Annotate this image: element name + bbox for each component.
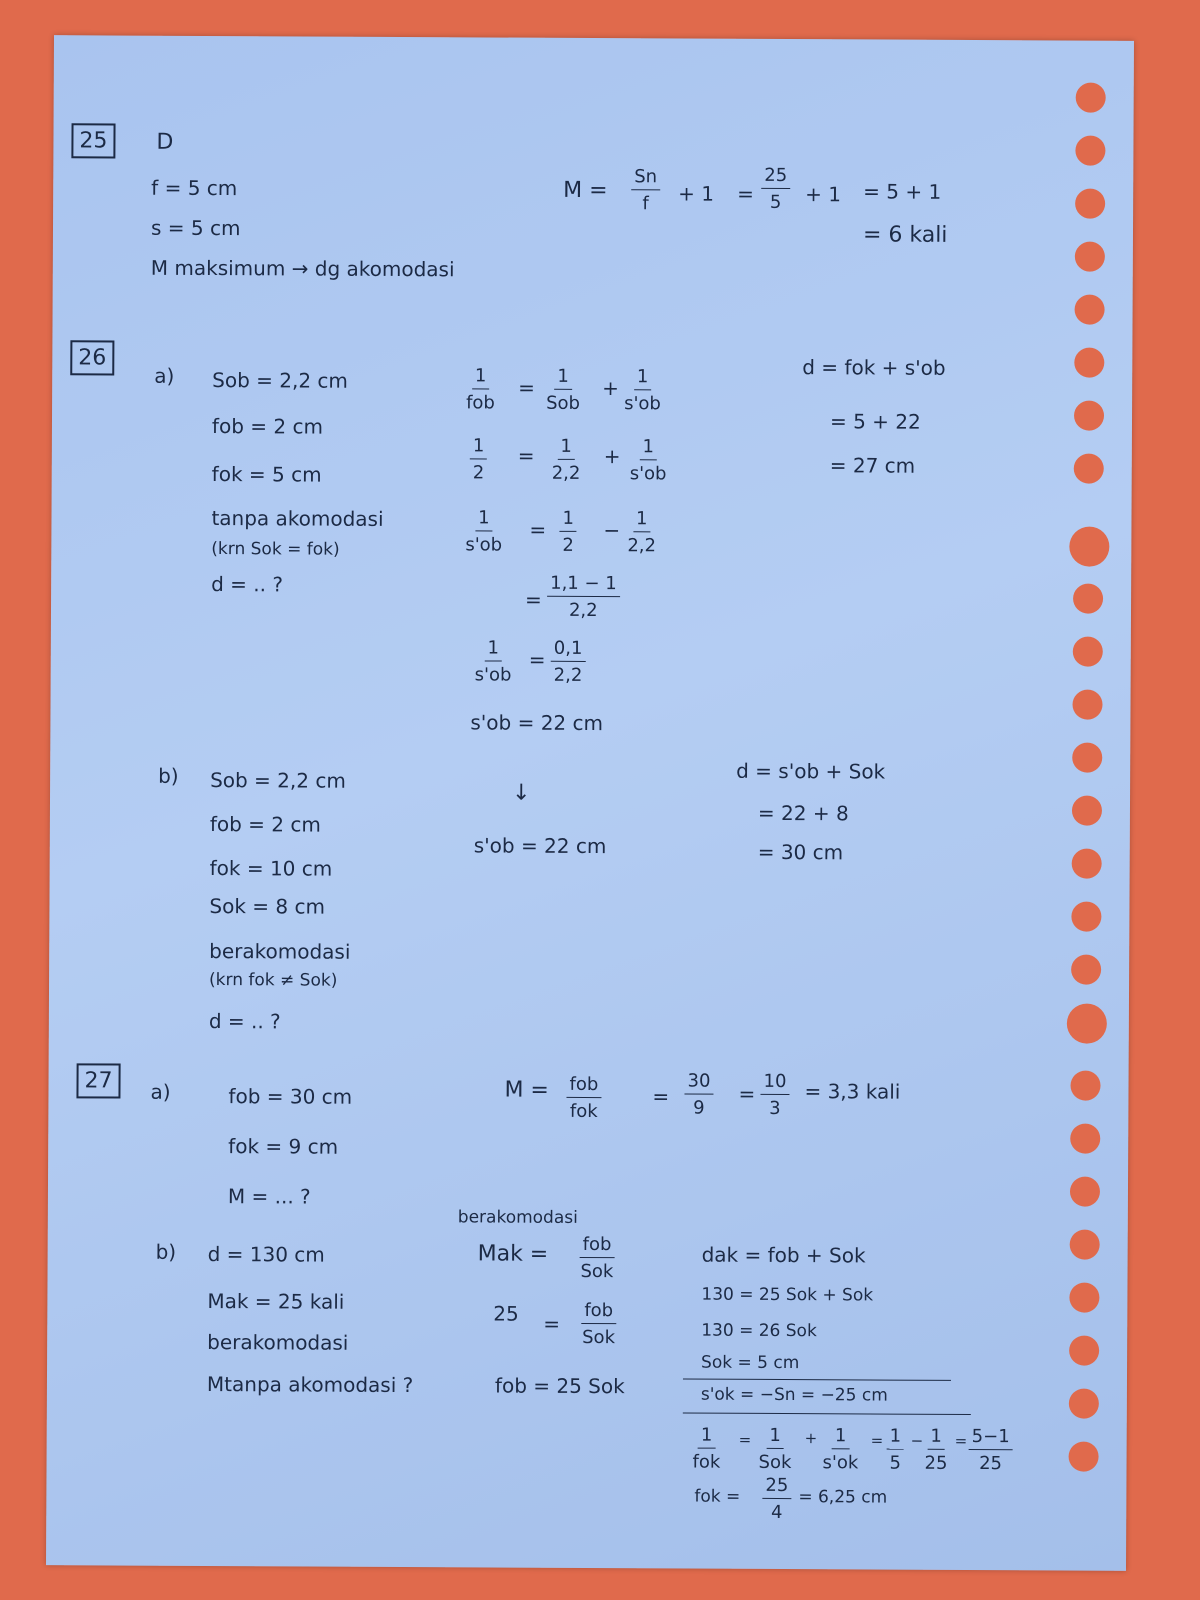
binder-hole <box>1071 902 1101 932</box>
binder-hole <box>1069 527 1109 567</box>
given-line: Mtanpa akomodasi ? <box>206 1372 414 1398</box>
binder-hole <box>1076 83 1106 113</box>
operator: = <box>954 1431 968 1450</box>
equals-sign: = <box>738 1081 756 1106</box>
fraction: $\frac{1}{s'ob}$ <box>624 366 661 415</box>
divider-line <box>683 1378 951 1380</box>
given-line: fok = 10 cm <box>209 856 333 881</box>
fraction-fob-over-sok: fob Sok <box>580 1233 614 1283</box>
tube-length-step: = 5 + 22 <box>829 409 921 434</box>
fraction: $\frac{1}{2}$ <box>559 508 577 556</box>
fob-relation: fob = 25 Sok <box>494 1373 625 1399</box>
binder-hole <box>1075 189 1105 219</box>
binder-hole <box>1071 955 1101 985</box>
given-line: berakomodasi <box>207 1330 349 1355</box>
given-line: fob = 30 cm <box>228 1084 353 1109</box>
fraction-25-over-4: $\frac{25}{4}$ <box>762 1475 791 1523</box>
magnification-result: = 3,3 kali <box>804 1079 901 1104</box>
fraction: $\frac{1}{5}$ <box>886 1426 904 1474</box>
tube-length-formula: d = s'ob + Sok <box>736 758 886 784</box>
operator: + <box>602 376 620 401</box>
binder-hole <box>1075 242 1105 272</box>
working-line: Sok = 5 cm <box>701 1352 800 1374</box>
binder-hole <box>1074 454 1104 484</box>
fraction: 1 Sob <box>546 365 581 414</box>
given-line: Sok = 8 cm <box>209 894 326 919</box>
fraction-10-over-3: $\frac{10}{3}$ <box>760 1071 789 1119</box>
plus-one: + 1 <box>805 182 842 207</box>
binder-hole <box>1070 1124 1100 1154</box>
fraction-30-over-9: $\frac{30}{9}$ <box>684 1070 713 1118</box>
image-distance-result: s'ob = 22 cm <box>470 710 604 736</box>
binder-hole <box>1072 849 1102 879</box>
given-line: d = 130 cm <box>207 1242 325 1267</box>
given-line: fok = 5 cm <box>211 462 322 487</box>
condition-text: M maksimum → dg akomodasi <box>150 255 455 282</box>
tube-length-step: = 22 + 8 <box>757 800 849 826</box>
magnification-label: M = <box>563 177 608 204</box>
operator: = <box>518 375 536 400</box>
given-line: (krn Sok = fok) <box>211 539 340 560</box>
question-number-27: 27 <box>76 1063 120 1098</box>
operator: = <box>529 517 547 542</box>
part-label-a: a) <box>154 363 175 388</box>
divider-line <box>683 1412 971 1415</box>
given-near-point: s = 5 cm <box>150 215 241 241</box>
binder-hole <box>1069 1389 1099 1419</box>
binder-hole <box>1069 1336 1099 1366</box>
operator: = <box>517 443 535 468</box>
binder-hole <box>1074 348 1104 378</box>
value-25: 25 <box>493 1301 519 1326</box>
given-line: Sob = 2,2 cm <box>210 768 346 793</box>
fraction: $\frac{1}{2,2}$ <box>627 508 657 557</box>
given-line: tanpa akomodasi <box>211 506 384 531</box>
tube-length-result: = 27 cm <box>829 453 916 478</box>
binder-hole <box>1073 584 1103 614</box>
binder-hole <box>1069 1442 1099 1472</box>
given-line: fob = 2 cm <box>211 414 324 439</box>
magnification-label: Mak = <box>477 1241 549 1267</box>
given-focal-length: f = 5 cm <box>151 175 238 201</box>
fraction: $\frac{1}{s'ob}$ <box>629 436 667 485</box>
equals-sign: = <box>652 1084 670 1109</box>
down-arrow-icon: ↓ <box>511 780 531 806</box>
fraction: $\frac{5-1}{25}$ <box>968 1426 1012 1474</box>
operator: + <box>603 444 621 469</box>
binder-hole <box>1070 1230 1100 1260</box>
binder-hole <box>1067 1004 1107 1044</box>
fraction: $\frac{1}{s'ob}$ <box>465 507 503 556</box>
fraction: $\frac{1}{2}$ <box>470 435 488 483</box>
operator: = <box>528 647 546 672</box>
fraction: 1 fob <box>466 365 495 414</box>
fok-result: = 6,25 cm <box>798 1487 888 1508</box>
operator: − <box>910 1431 924 1450</box>
question-number-26: 26 <box>70 340 114 375</box>
binder-hole <box>1070 1071 1100 1101</box>
question-number-25: 25 <box>71 123 115 158</box>
plus-one: + 1 <box>678 181 715 206</box>
magnification-label: M = <box>504 1077 549 1103</box>
given-line: M = ... ? <box>227 1184 311 1209</box>
operator: = <box>738 1430 752 1449</box>
fraction-sn-over-f: $\frac{Sn}{f}$ <box>631 166 660 214</box>
tube-length-result: = 30 cm <box>757 839 844 865</box>
given-line: fob = 2 cm <box>209 812 321 837</box>
fraction: $\frac{1}{2,2}$ <box>551 435 581 484</box>
note-berakomodasi: berakomodasi <box>457 1207 578 1228</box>
fraction-fob-over-fok: fob fok <box>566 1074 601 1122</box>
working-line: s'ok = −Sn = −25 cm <box>700 1384 888 1406</box>
given-line: Sob = 2,2 cm <box>212 368 349 393</box>
tube-length-formula: d = fok + s'ob <box>802 355 946 380</box>
binder-hole <box>1075 295 1105 325</box>
fraction-fob-over-sok: fob Sok <box>582 1299 616 1349</box>
operator: − <box>603 518 621 543</box>
fraction: 1 fok <box>692 1424 721 1473</box>
equals-sign: = <box>737 181 755 206</box>
fraction: 1 Sok <box>758 1424 792 1474</box>
binder-hole <box>1072 690 1102 720</box>
binder-hole <box>1075 136 1105 166</box>
part-label-a: a) <box>150 1079 171 1104</box>
binder-hole <box>1074 401 1104 431</box>
given-line: d = .. ? <box>211 572 284 597</box>
binder-hole <box>1072 743 1102 773</box>
binder-hole <box>1070 1177 1100 1207</box>
given-line: fok = 9 cm <box>228 1134 339 1159</box>
binder-hole <box>1073 637 1103 667</box>
given-line: (krn fok ≠ Sok) <box>209 970 338 991</box>
fraction: $\frac{1}{s'ob}$ <box>474 637 512 686</box>
given-line: Mak = 25 kali <box>207 1289 345 1314</box>
given-line: d = .. ? <box>208 1009 281 1034</box>
working-line: dak = fob + Sok <box>701 1242 866 1268</box>
binder-hole <box>1069 1283 1099 1313</box>
binder-hole <box>1072 796 1102 826</box>
fraction: $\frac{1,1 - 1}{2,2}$ <box>547 573 620 621</box>
fraction-25-over-5: $\frac{25}{5}$ <box>761 165 790 213</box>
part-label-b: b) <box>158 763 179 788</box>
fraction: $\frac{1}{s'ok}$ <box>822 1425 859 1474</box>
fraction: $\frac{1}{25}$ <box>924 1425 948 1474</box>
fok-label: fok = <box>694 1486 741 1507</box>
operator: = <box>870 1431 884 1450</box>
given-line: berakomodasi <box>209 939 351 964</box>
fraction: $\frac{0,1}{2,2}$ <box>551 638 586 686</box>
notebook-page <box>46 35 1134 1571</box>
working-line: 130 = 25 Sok + Sok <box>701 1284 874 1306</box>
operator: + <box>804 1429 818 1448</box>
result-step: = 5 + 1 <box>863 179 942 204</box>
result-final: = 6 kali <box>862 222 948 248</box>
part-label-b: b) <box>155 1239 177 1264</box>
working-line: 130 = 26 Sok <box>701 1320 817 1342</box>
equals-sign: = <box>543 1311 561 1336</box>
image-distance-result: s'ob = 22 cm <box>473 833 607 859</box>
answer-choice: D <box>156 129 174 155</box>
operator: = <box>525 587 542 612</box>
